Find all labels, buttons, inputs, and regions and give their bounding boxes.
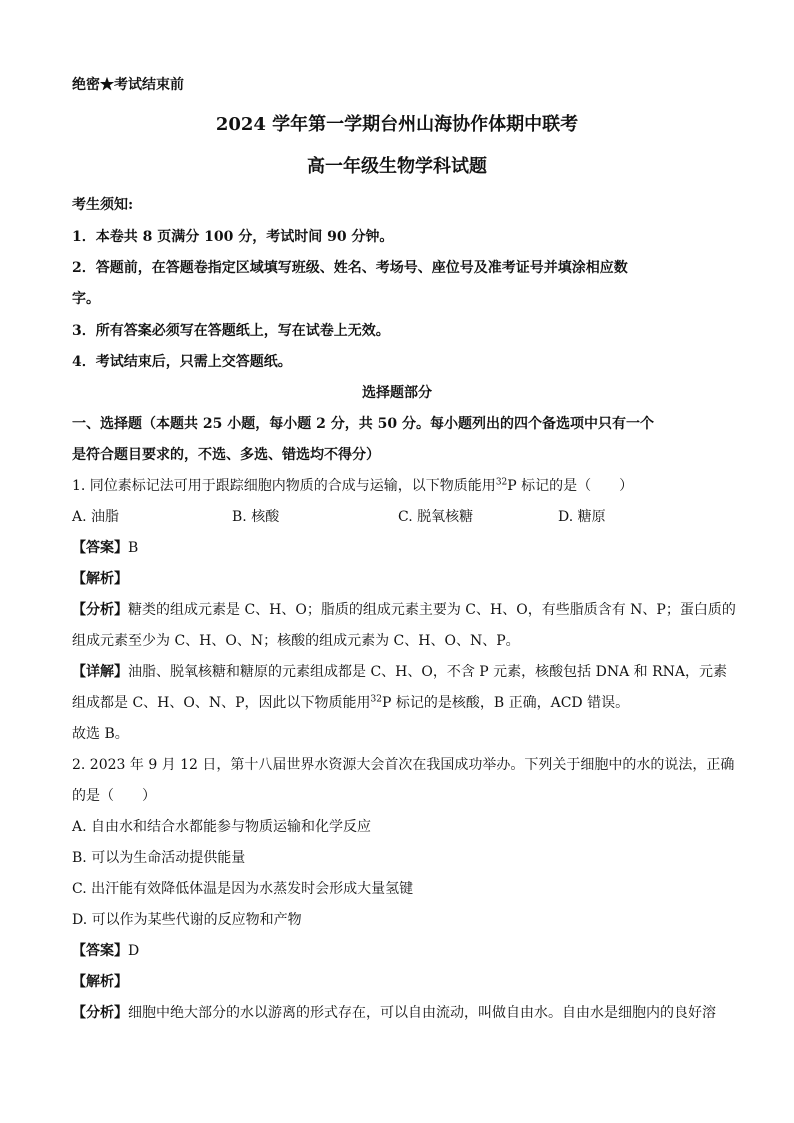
- q1-xiangjie-text-1: 油脂、脱氧核糖和糖原的元素组成都是 C、H、O，不含 P 元素，核酸包括 DNA 和 RNA，元素: [128, 664, 728, 680]
- secret-label: 绝密★考试结束前: [72, 77, 184, 93]
- q1-stem: [72, 477, 633, 495]
- q2-option-c: C. 出汗能有效降低体温是因为水蒸发时会形成大量氢键: [72, 881, 414, 897]
- q1-option-b: B. 核酸: [232, 509, 280, 525]
- q2-stem-line-1: 2. 2023 年 9 月 12 日，第十八届世界水资源大会首次在我国成功举办。下列关于细胞中的水的说法，正确: [72, 757, 735, 773]
- q1-stem-before: 1. 同位素标记法可用于跟踪细胞内物质的合成与运输，以下物质能用: [72, 478, 496, 494]
- q2-option-a: A. 自由水和结合水都能参与物质运输和化学反应: [72, 819, 372, 835]
- q1-xiangjie-text-2a: 组成都是 C、H、O、N、P，因此以下物质能用: [72, 695, 371, 711]
- q2-analysis-title: 【解析】: [72, 974, 128, 990]
- notice-item-4: 4．考试结束后，只需上交答题纸。: [72, 354, 292, 370]
- q1-xiangjie-tag: 【详解】: [72, 664, 128, 680]
- q1-fenxi-line-1: [72, 601, 736, 619]
- section-part-label: 选择题部分: [362, 385, 432, 401]
- section-heading-line-1: 一、选择题（本题共 25 小题，每小题 2 分，共 50 分。每小题列出的四个备选项中只有一个: [72, 416, 654, 432]
- q1-xiangjie-line-1: [72, 663, 727, 681]
- q1-answer-tag: 【答案】: [72, 540, 128, 556]
- q1-fenxi-text-1: 糖类的组成元素是 C、H、O；脂质的组成元素主要为 C、H、O，有些脂质含有 N、P；蛋白质的: [128, 602, 736, 618]
- notice-item-2: 2．答题前，在答题卷指定区域填写班级、姓名、考场号、座位号及准考证号并填涂相应数: [72, 260, 628, 276]
- q2-option-b: B. 可以为生命活动提供能量: [72, 850, 246, 866]
- q1-answer-value: B: [128, 540, 139, 556]
- q2-stem-line-2: 的是（ ）: [72, 788, 156, 804]
- q1-xiangjie-line-2: [72, 694, 629, 712]
- notice-item-3: 3．所有答案必须写在答题纸上，写在试卷上无效。: [72, 323, 390, 339]
- q1-fenxi-tag: 【分析】: [72, 602, 128, 618]
- q1-fenxi-line-2: 组成元素至少为 C、H、O、N；核酸的组成元素为 C、H、O、N、P。: [72, 633, 520, 649]
- q2-fenxi-text-1: 细胞中绝大部分的水以游离的形式存在，可以自由流动，叫做自由水。自由水是细胞内的良好溶: [128, 1005, 716, 1021]
- q1-xiangjie-superscript: 32: [370, 694, 382, 705]
- q1-stem-superscript: 32: [495, 477, 508, 488]
- exam-subtitle: 高一年级生物学科试题: [307, 156, 487, 177]
- notice-heading: 考生须知:: [72, 197, 134, 213]
- q1-option-d: D. 糖原: [558, 509, 606, 525]
- q2-answer-tag: 【答案】: [72, 943, 128, 959]
- q1-conclusion: 故选 B。: [72, 726, 129, 742]
- section-heading-line-2: 是符合题目要求的，不选、多选、错选均不得分）: [72, 447, 380, 463]
- notice-item-1: 1．本卷共 8 页满分 100 分，考试时间 90 分钟。: [72, 229, 394, 245]
- q2-fenxi-tag: 【分析】: [72, 1005, 128, 1021]
- q1-analysis-title: 【解析】: [72, 571, 128, 587]
- q1-option-a: A. 油脂: [72, 509, 120, 525]
- q1-answer: [72, 539, 138, 557]
- q1-xiangjie-text-2b: P 标记的是核酸，B 正确，ACD 错误。: [381, 695, 630, 711]
- q1-stem-after: P 标记的是（ ）: [507, 478, 634, 494]
- q2-answer-value: D: [128, 943, 140, 959]
- q1-option-c: C. 脱氧核糖: [398, 509, 474, 525]
- exam-title: 2024 学年第一学期台州山海协作体期中联考: [215, 114, 579, 135]
- q2-option-d: D. 可以作为某些代谢的反应物和产物: [72, 912, 302, 928]
- q2-answer: [72, 942, 139, 960]
- notice-item-2-cont: 字。: [72, 291, 100, 307]
- q2-fenxi-line-1: [72, 1004, 716, 1022]
